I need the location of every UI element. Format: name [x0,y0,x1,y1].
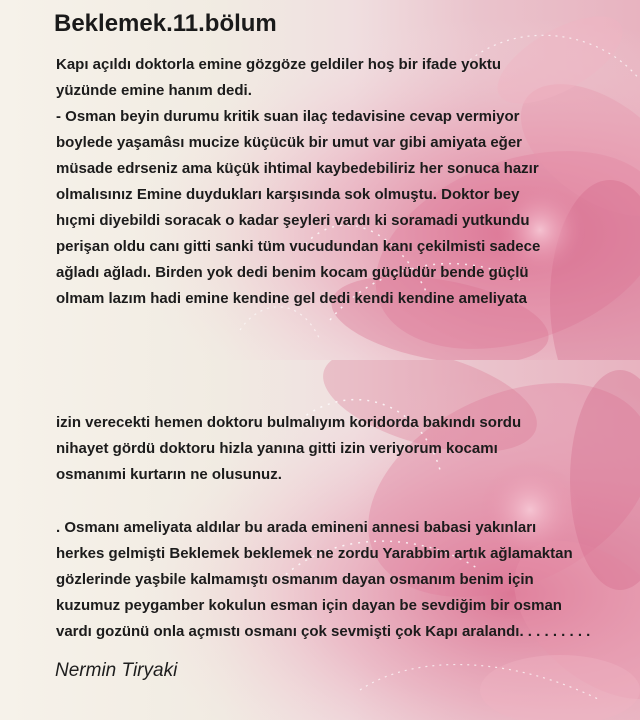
poem-paragraph-1: Kapı açıldı doktorla emine gözgöze geldiler hoş bir ifade yoktu yüzünde emine hanım dedi. - Osman beyin durumu kritik suan ilaç tedavisine cevap vermiyor boylede yaşamâsı mucize küçücük bir umut var gibi amiyata eğer müsade edrseniz ama küçük ihtimal kaybedebiliriz her sonuca hazır olmalısınız Emine duydukları karşısında sok olmuştu. Doktor bey hıçmi diyebildi soracak o kadar şeyleri vardı ki soramadi yutkundu perişan oldu canı gitti sanki tüm vucudundan kanı çekilmisti sadece ağladı ağladı. Birden yok dedi benim kocam güçlüdür bende güçlü olmam lazım hadi emine kendine gel dedi kendi kendine ameliyata [56,56,541,307]
poem-title: Beklemek.11.bölum [54,10,277,37]
poem-paragraph-2: izin verecekti hemen doktoru bulmalıyım koridorda bakındı sordu nihayet gördü doktoru hizla yanına gitti izin veriyorum kocamı osmanımi kurtarın ne olusunuz. [56,414,522,483]
poem-author: Nermin Tiryaki [55,660,178,681]
poem-paragraph-3: . Osmanı ameliyata aldılar bu arada emineni annesi babasi yakınları herkes gelmişti Beklemek beklemek ne zordu Yarabbim artık ağlamaktan gözlerinde yaşbile kalmamıştı osmanım dayan osmanım benim için kuzumuz peygamber kokulun esman için dayan be sevdiğim bir osman vardı gozünü onla açmıstı osmanı çok sevmişti çok Kapı aralandı. . . . . . . . . [56,519,591,640]
